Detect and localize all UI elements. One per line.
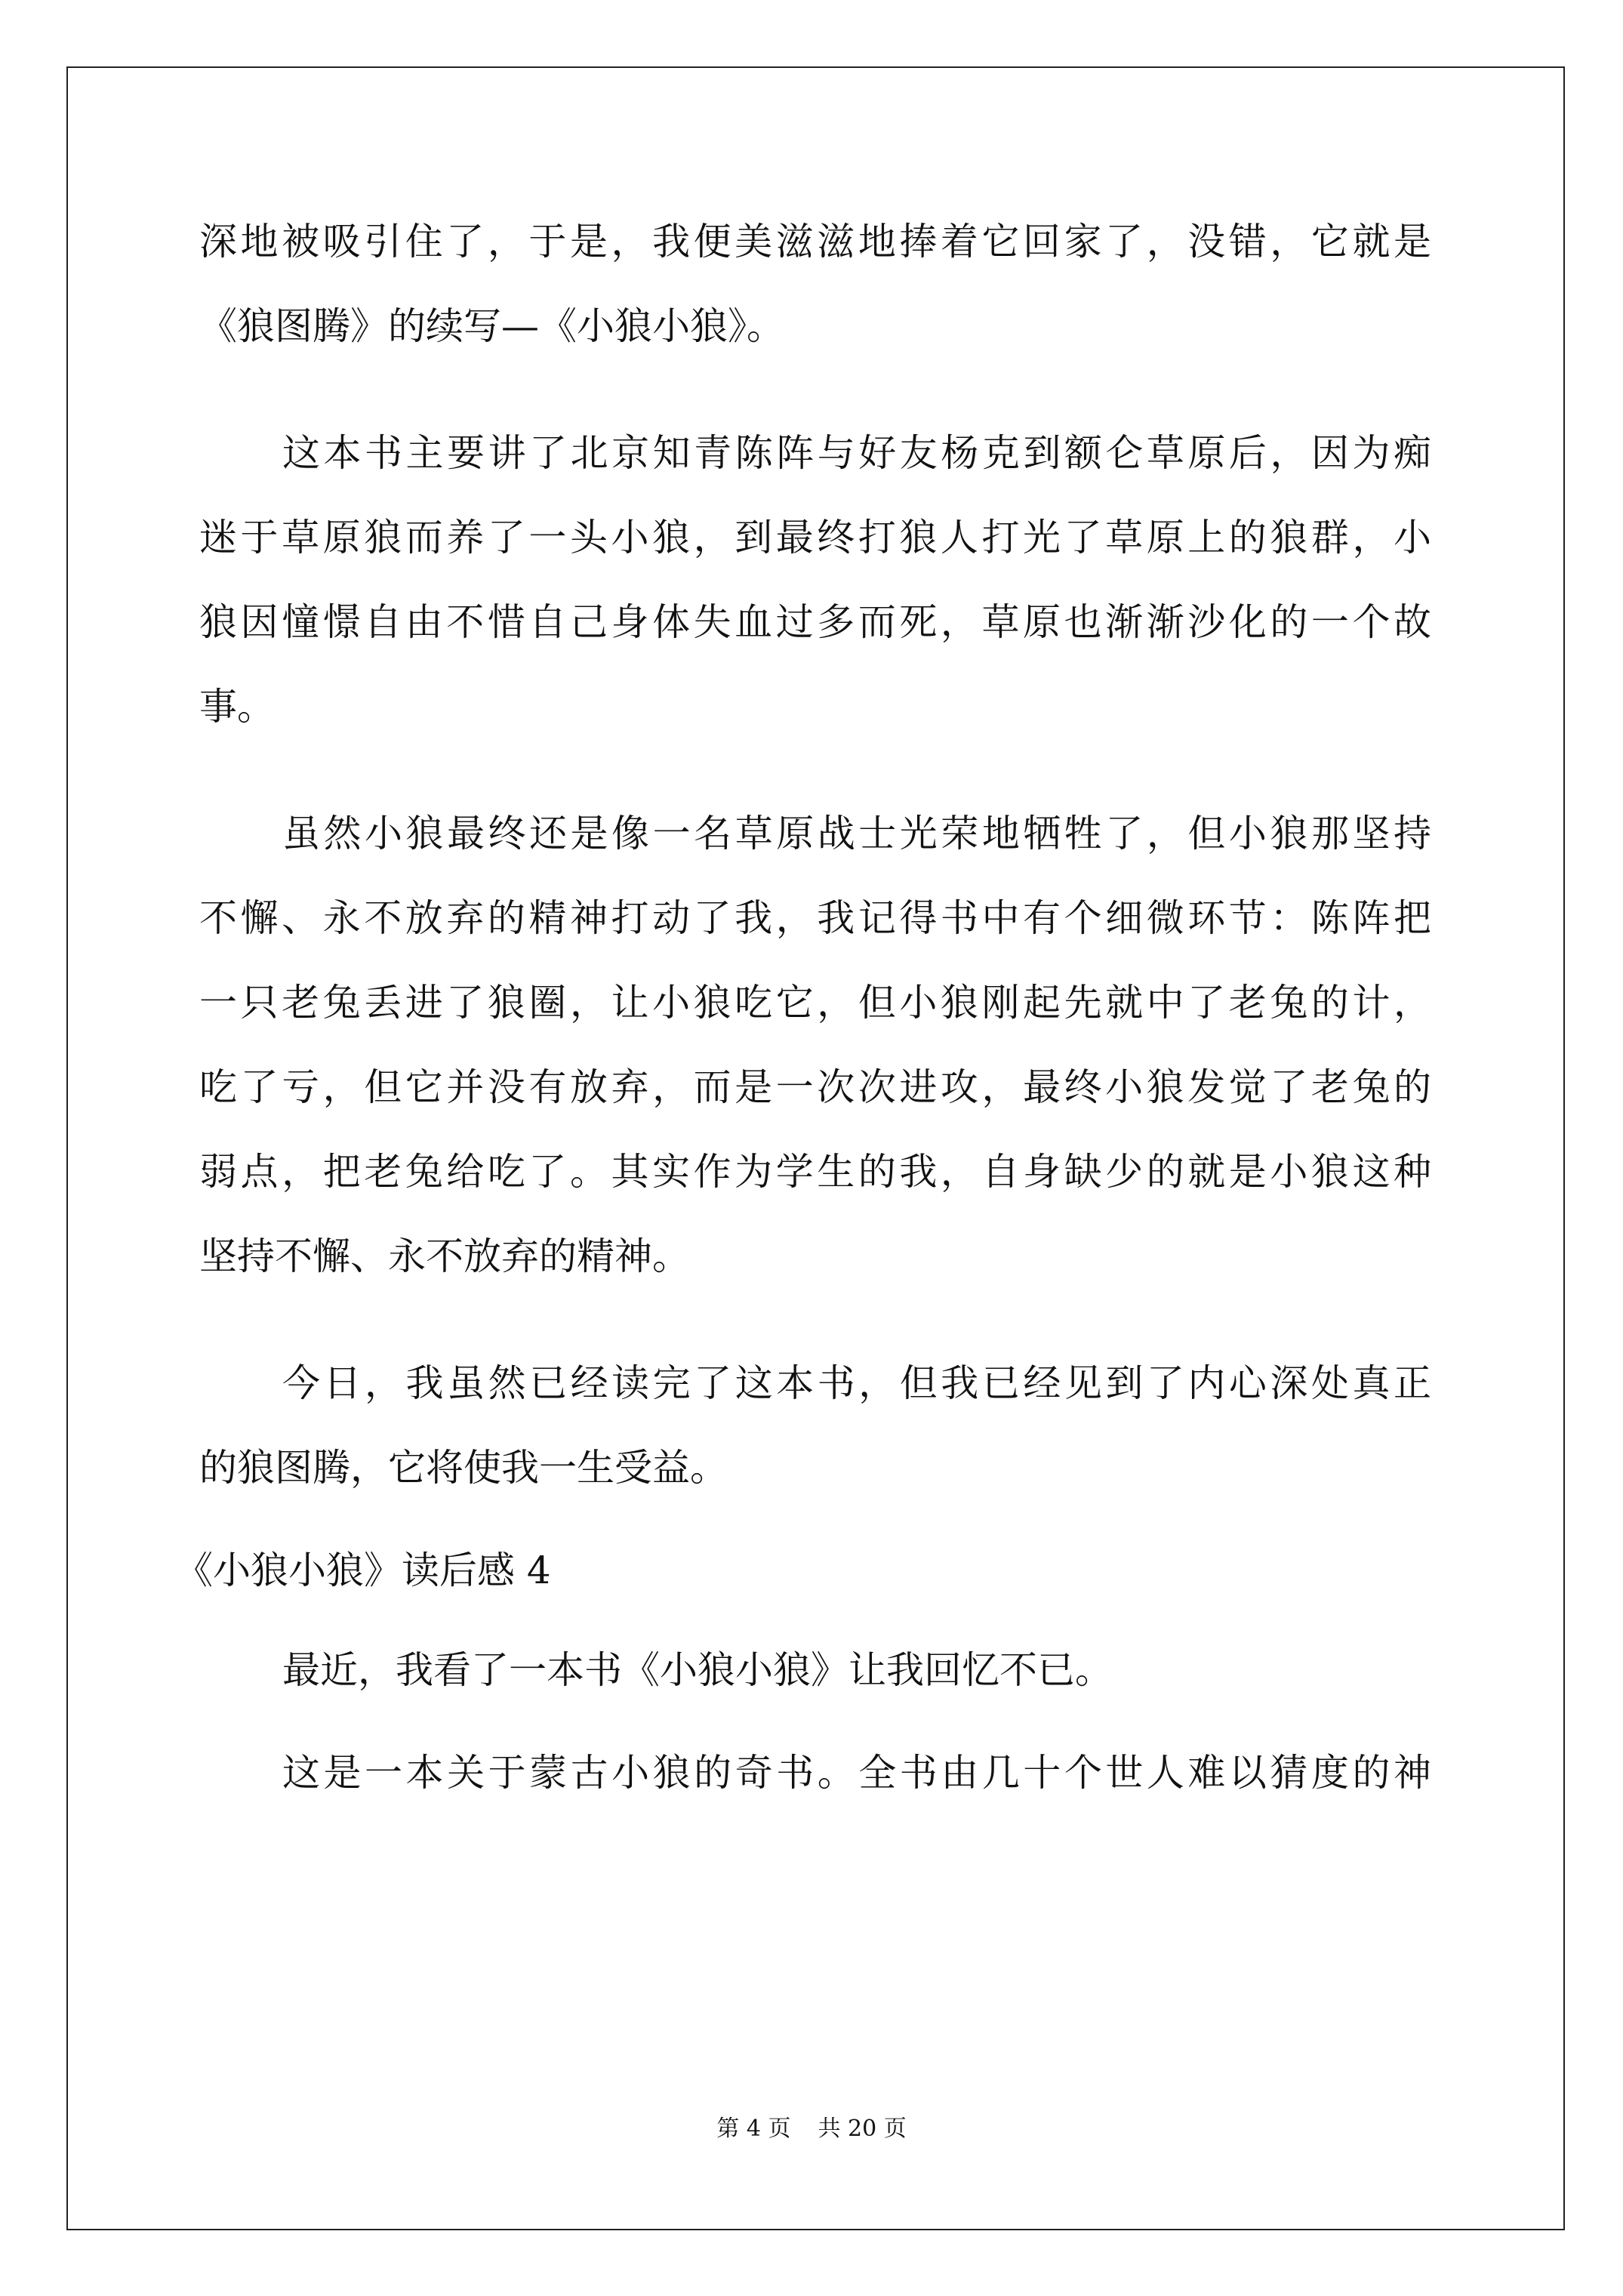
text-line: 的狼图腾，它将使我一生受益。 [199, 1446, 728, 1490]
page-number: 第 4 页 [716, 2116, 791, 2142]
text-line: 狼因憧憬自由不惜自己身体失血过多而死，草原也渐渐沙化的一个故 [199, 600, 1431, 644]
page-footer [0, 2114, 1623, 2144]
text-line: 迷于草原狼而养了一头小狼，到最终打狼人打光了草原上的狼群，小 [199, 516, 1431, 559]
text-line: 弱点，把老兔给吃了。其实作为学生的我，自身缺少的就是小狼这种 [199, 1150, 1431, 1194]
text-line: 坚持不懈、永不放弃的精神。 [199, 1234, 690, 1278]
text-line: 虽然小狼最终还是像一名草原战士光荣地牺牲了，但小狼那坚持 [282, 812, 1431, 855]
text-line: 深地被吸引住了，于是，我便美滋滋地捧着它回家了，没错，它就是 [199, 220, 1431, 264]
text-line: 这本书主要讲了北京知青陈阵与好友杨克到额仑草原后，因为痴 [282, 431, 1431, 475]
text-line: 事。 [199, 685, 275, 729]
text-line: 今日，我虽然已经读完了这本书，但我已经见到了内心深处真正 [282, 1361, 1431, 1405]
text-line: 最近，我看了一本书《小狼小狼》让我回忆不已。 [282, 1648, 1113, 1692]
text-line: 不懈、永不放弃的精神打动了我，我记得书中有个细微环节：陈阵把 [199, 896, 1431, 940]
text-line: 这是一本关于蒙古小狼的奇书。全书由几十个世人难以猜度的神 [282, 1751, 1431, 1795]
text-line: 吃了亏，但它并没有放弃，而是一次次进攻，最终小狼发觉了老兔的 [199, 1065, 1431, 1109]
page-border [66, 66, 1565, 2230]
page-total: 共 20 页 [818, 2116, 907, 2142]
text-line: 一只老兔丢进了狼圈，让小狼吃它，但小狼刚起先就中了老兔的计， [199, 981, 1431, 1025]
section-title: 《小狼小狼》读后感 4 [175, 1549, 551, 1592]
text-line: 《狼图腾》的续写—《小狼小狼》。 [199, 304, 784, 348]
